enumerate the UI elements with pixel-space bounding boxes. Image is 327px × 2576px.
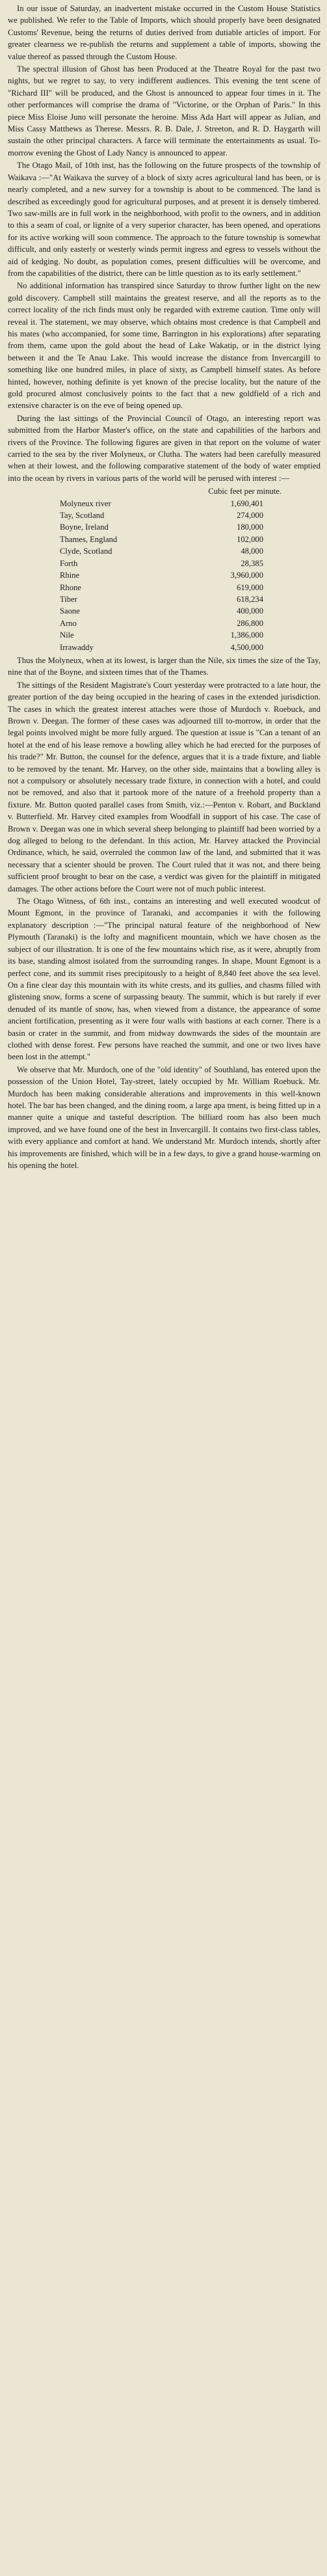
table-row — [8, 582, 320, 593]
table-row — [8, 617, 320, 629]
river-volume: 286,800 — [237, 618, 263, 628]
river-name: Boyne, Ireland — [60, 522, 109, 532]
table-row — [8, 569, 320, 581]
river-name: Irrawaddy — [60, 642, 94, 652]
river-volume: 3,960,000 — [230, 571, 263, 580]
table-row — [8, 629, 320, 641]
river-volume: 48,000 — [241, 547, 263, 556]
table-row — [8, 521, 320, 533]
river-volume: 180,000 — [237, 522, 263, 532]
river-name: Rhone — [60, 582, 81, 592]
table-header: Cubic feet per minute. — [208, 487, 281, 496]
river-volume: 1,386,000 — [230, 630, 263, 640]
paragraph-theatre-ghost: The spectral illusion of Ghost has been Produced at the Theatre Royal for the past two nights, but we regret to say, to very indifferent audiences. This evening the tent scene of "Richard III" will be produced, and the Ghost is announced to appear four times in it. The other performances will comprise the drama of "Victorine, or the Orphan of Paris." In this piece Miss Eloise Juno will personate the heroine. Miss Ada Hart will appear as Julian, and Miss Cassy Matthews as Therese. Messrs. R. B. Dale, J. Streeton, and R. D. Haygarth will sustain the other principal characters. A farce will terminate the entertainments as usual. To-morrow evening the Ghost of Lady Nancy is announced to appear. — [8, 64, 320, 157]
paragraph-waikava-township: The Otago Mail, of 10th inst, has the following on the future prospects of the township of Waikava :—"At Waikava the survey of a block of sixty acres agricultural land has been, or is nearly completed, and a new survey for a township is about to be commenced. The land is described as exceedingly good for agricultural purposes, and at present it is densely timbered. Two saw-mills are in full work in the neighborhood, with profit to the owners, and in addition to this a seam of coal, or lignite of a very superior character, has been opened, and operations for its active working will soon commence. The approach to the future township is somewhat difficult, and only easterly or westerly winds permit ingress and egress to vessels without the aid of kedging. No doubt, as population comes, present difficulties will be overcome, and from the capabilities of the district, there can be little question as to its early settlement." — [8, 161, 320, 278]
paragraph-harbor-report: During the last sittings of the Provincial Council of Otago, an interesting report was submitted from the Harbor Master's office, on the state and capabilities of the harbors and rivers of the Province. The following figures are given in that report on the volume of water carried to the sea by the river Molyneux, or Clutha. The waters had been carefully measured when at their lowest, and the following comparative statement of the body of water emptied into the ocean by rivers in various parts of the world will be perused with interest :— — [8, 413, 320, 483]
river-volume: 400,000 — [237, 606, 263, 616]
table-row — [8, 498, 320, 509]
river-name: Clyde, Scotland — [60, 547, 112, 556]
river-name: Rhine — [60, 571, 80, 580]
river-volume: 618,234 — [237, 594, 263, 604]
table-row — [8, 545, 320, 557]
river-name: Nile — [60, 630, 74, 640]
paragraph-union-hotel: We observe that Mr. Murdoch, one of the "old identity" of Southland, has entered upon the possession of the Union Hotel, Tay-street, lately occupied by Mr. William Roebuck. Mr. Murdoch has been making considerable alterations and improvements in this well-known hotel. The bar has been changed, and the dining room, a large apa tment, is being fitted up in a manner quite a unique and tasteful description. The billiard room has also been much improved, and we have found one of the best in Invercargill. It contains two first-class tables, with every appliance and comfort at hand. We understand Mr. Murdoch intends, shortly after his improvements are finished, which will be in a few days, to give a grand house-warming on his opening the hotel. — [8, 1064, 320, 1170]
article-column — [8, 3, 320, 1171]
paragraph-molyneux-comparison: Thus the Molyneux, when at its lowest, is larger than the Nile, six times the size of the Tay, nine that of the Boyne, and sixteen times that of the Thames. — [8, 655, 320, 677]
river-name: Saone — [60, 606, 80, 616]
table-row — [8, 593, 320, 605]
river-volume-table — [8, 485, 320, 653]
river-name: Molyneux river — [60, 498, 111, 508]
river-volume: 1,690,401 — [230, 498, 263, 508]
table-row — [8, 534, 320, 545]
river-volume: 4,500,000 — [230, 642, 263, 652]
table-row — [8, 558, 320, 569]
river-name: Tiber — [60, 594, 77, 604]
river-volume: 274,000 — [237, 511, 263, 521]
paragraph-customs-correction: In our issue of Saturday, an inadvertent mistake occurred in the Custom House Statistics we published. We refer to the Table of Imports, which should properly have been designated Customs' Revenue, being the returns of duties derived from dutiable articles of import. For greater clearness we re-publish the returns and supplement a table of imports, showing the value thereof as passed through the Custom House. — [8, 4, 320, 61]
paragraph-gold-discovery: No additional information has transpired since Saturday to throw further light on the new gold discovery. Campbell still maintains the greatest reserve, and all the reports as to the correct locality of the rich finds must only be regarded with extreme caution. Time only will reveal it. The statement, we may observe, which obtains most credence is that Campbell and his mates (who accompanied, for some time, Barrington in his explorations) after separating from them, came upon the gold about the head of Lake Wakatip, or in the district lying between it and the Te Anau Lake. This would increase the distance from Invercargill to something like one hundred miles, in place of sixty, as Campbell himself states. As before hinted, however, nothing definite is yet known of the precise locality, but the nature of the gold procured almost conclusively points to the fact that a new goldfield of a rich and extensive character is on the eve of being opened up. — [8, 281, 320, 411]
river-name: Forth — [60, 558, 78, 568]
paragraph-mount-egmont: The Otago Witness, of 6th inst., contains an interesting and well executed woodcut of Mount Egmont, in the province of Taranaki, and accompanies it with the following explanatory description :—"The principal natural feature of the neighborhood of New Plymouth (Taranaki) is the lofty and magnificent mountain, which we have chosen as the subject of our illustration. It is one of the few mountains which rise, as it were, abruptly from its base, standing almost isolated from the surrounding ranges. In shape, Mount Egmont is a perfect cone, and its summit rises precipitously to a height of 8,840 feet above the sea level. On a fine clear day this mountain with its white crests, and its gullies, and chasms filled with glistening snow, forms a scene of surpassing beauty. The summit, which is but rarely if ever denuded of its mantle of snow, has, when viewed from a distance, the appearance of some ancient fortification, presenting as it were four walls with bastions at each corner. There is a basin or crater in the summit, and from midway downwards the sides of the mountain are clothed with dense forest. Few persons have reached the summit, and one or two lives have been lost in the attempt." — [8, 897, 320, 1062]
river-name: Arno — [60, 618, 77, 628]
table-row — [8, 509, 320, 521]
table-row — [8, 642, 320, 653]
table-row — [8, 605, 320, 617]
river-volume: 102,000 — [237, 534, 263, 544]
river-volume: 28,385 — [241, 558, 263, 568]
river-name: Tay, Scotland — [60, 511, 105, 521]
river-volume: 619,000 — [237, 582, 263, 592]
river-name: Thames, England — [60, 534, 118, 544]
paragraph-magistrates-court: The sittings of the Resident Magistrate's Court yesterday were protracted to a late hour, the greater portion of the day being occupied in the hearing of cases in the extended jurisdiction. The cases in which the greatest interest attaches were those of Murdoch v. Roebuck, and Brown v. Deegan. The former of these cases was adjourned till to-morrow, in order that the legal points involved might be more fully argued. The question at issue is "Can a tenant of an hotel at the end of his lease remove a bowling alley which he had erected for the purposes of his trade?" Mr. Button, the counsel for the defence, argues that it is a trade fixture, and liable to be removed by the tenant. Mr. Harvey, on the other side, maintains that a bowling alley is not a compulsory or absolutely necessary trade fixture, in connection with a hotel, and could not be removed, and also that it partook more of the nature of a freehold property than a fixture. Mr. Button quoted parallel cases from Smith, viz.:—Penton v. Robart, and Buckland v. Butterfield. Mr. Harvey cited examples from Woodfall in support of his case. The case of Brown v. Deegan was one in which several sheep belonging to plaintiff had been worried by a dog alleged to belong to the defendant. In this action, Mr. Harvey attacked the Provincial Ordinance, which, he said, overruled the common law of the land, and submitted that it was necessary that a scienter should be proven. The Court ruled that it was not, and there being sufficient proof brought to bear on the case, a verdict was given for the plaintiff in mitigated damages. The other actions before the Court were not of much public interest. — [8, 680, 320, 893]
